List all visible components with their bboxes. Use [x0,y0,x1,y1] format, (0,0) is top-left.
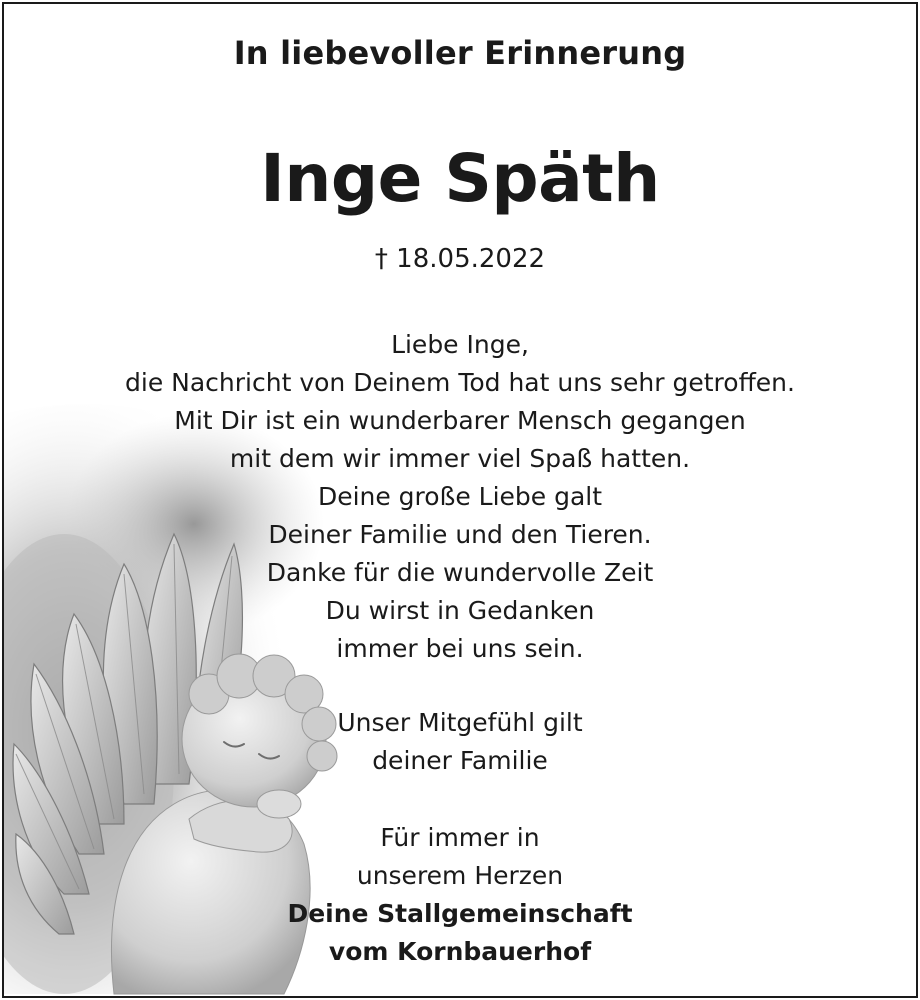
poem-block [4,326,916,668]
sympathy-line: Unser Mitgefühl gilt [337,708,583,737]
poem-line: Deine große Liebe galt [317,482,603,511]
poem-line: Du wirst in Gedanken [325,596,595,625]
death-date: † 18.05.2022 [374,244,546,274]
poem-line: mit dem wir immer viel Spaß hatten. [229,444,691,473]
poem-line: Liebe Inge, [391,330,529,359]
memorial-heading: In liebevoller Erinnerung [233,34,687,72]
signature-line: vom Kornbauerhof [328,937,592,966]
closing-line: Für immer in [380,823,540,852]
signature-line: Deine Stallgemeinschaft [287,899,633,928]
closing-line: unserem Herzen [356,861,564,890]
deceased-name: Inge Späth [260,140,660,217]
obituary-card [2,2,918,998]
poem-line: Mit Dir ist ein wunderbarer Mensch gegangen [174,406,746,435]
sympathy-block [4,704,916,780]
poem-line: Deiner Familie und den Tieren. [268,520,652,549]
poem-line: immer bei uns sein. [336,634,584,663]
poem-line: die Nachricht von Deinem Tod hat uns sehr getroffen. [125,368,795,397]
closing-block [4,819,916,971]
poem-line: Danke für die wundervolle Zeit [266,558,654,587]
sympathy-line: deiner Familie [372,746,548,775]
